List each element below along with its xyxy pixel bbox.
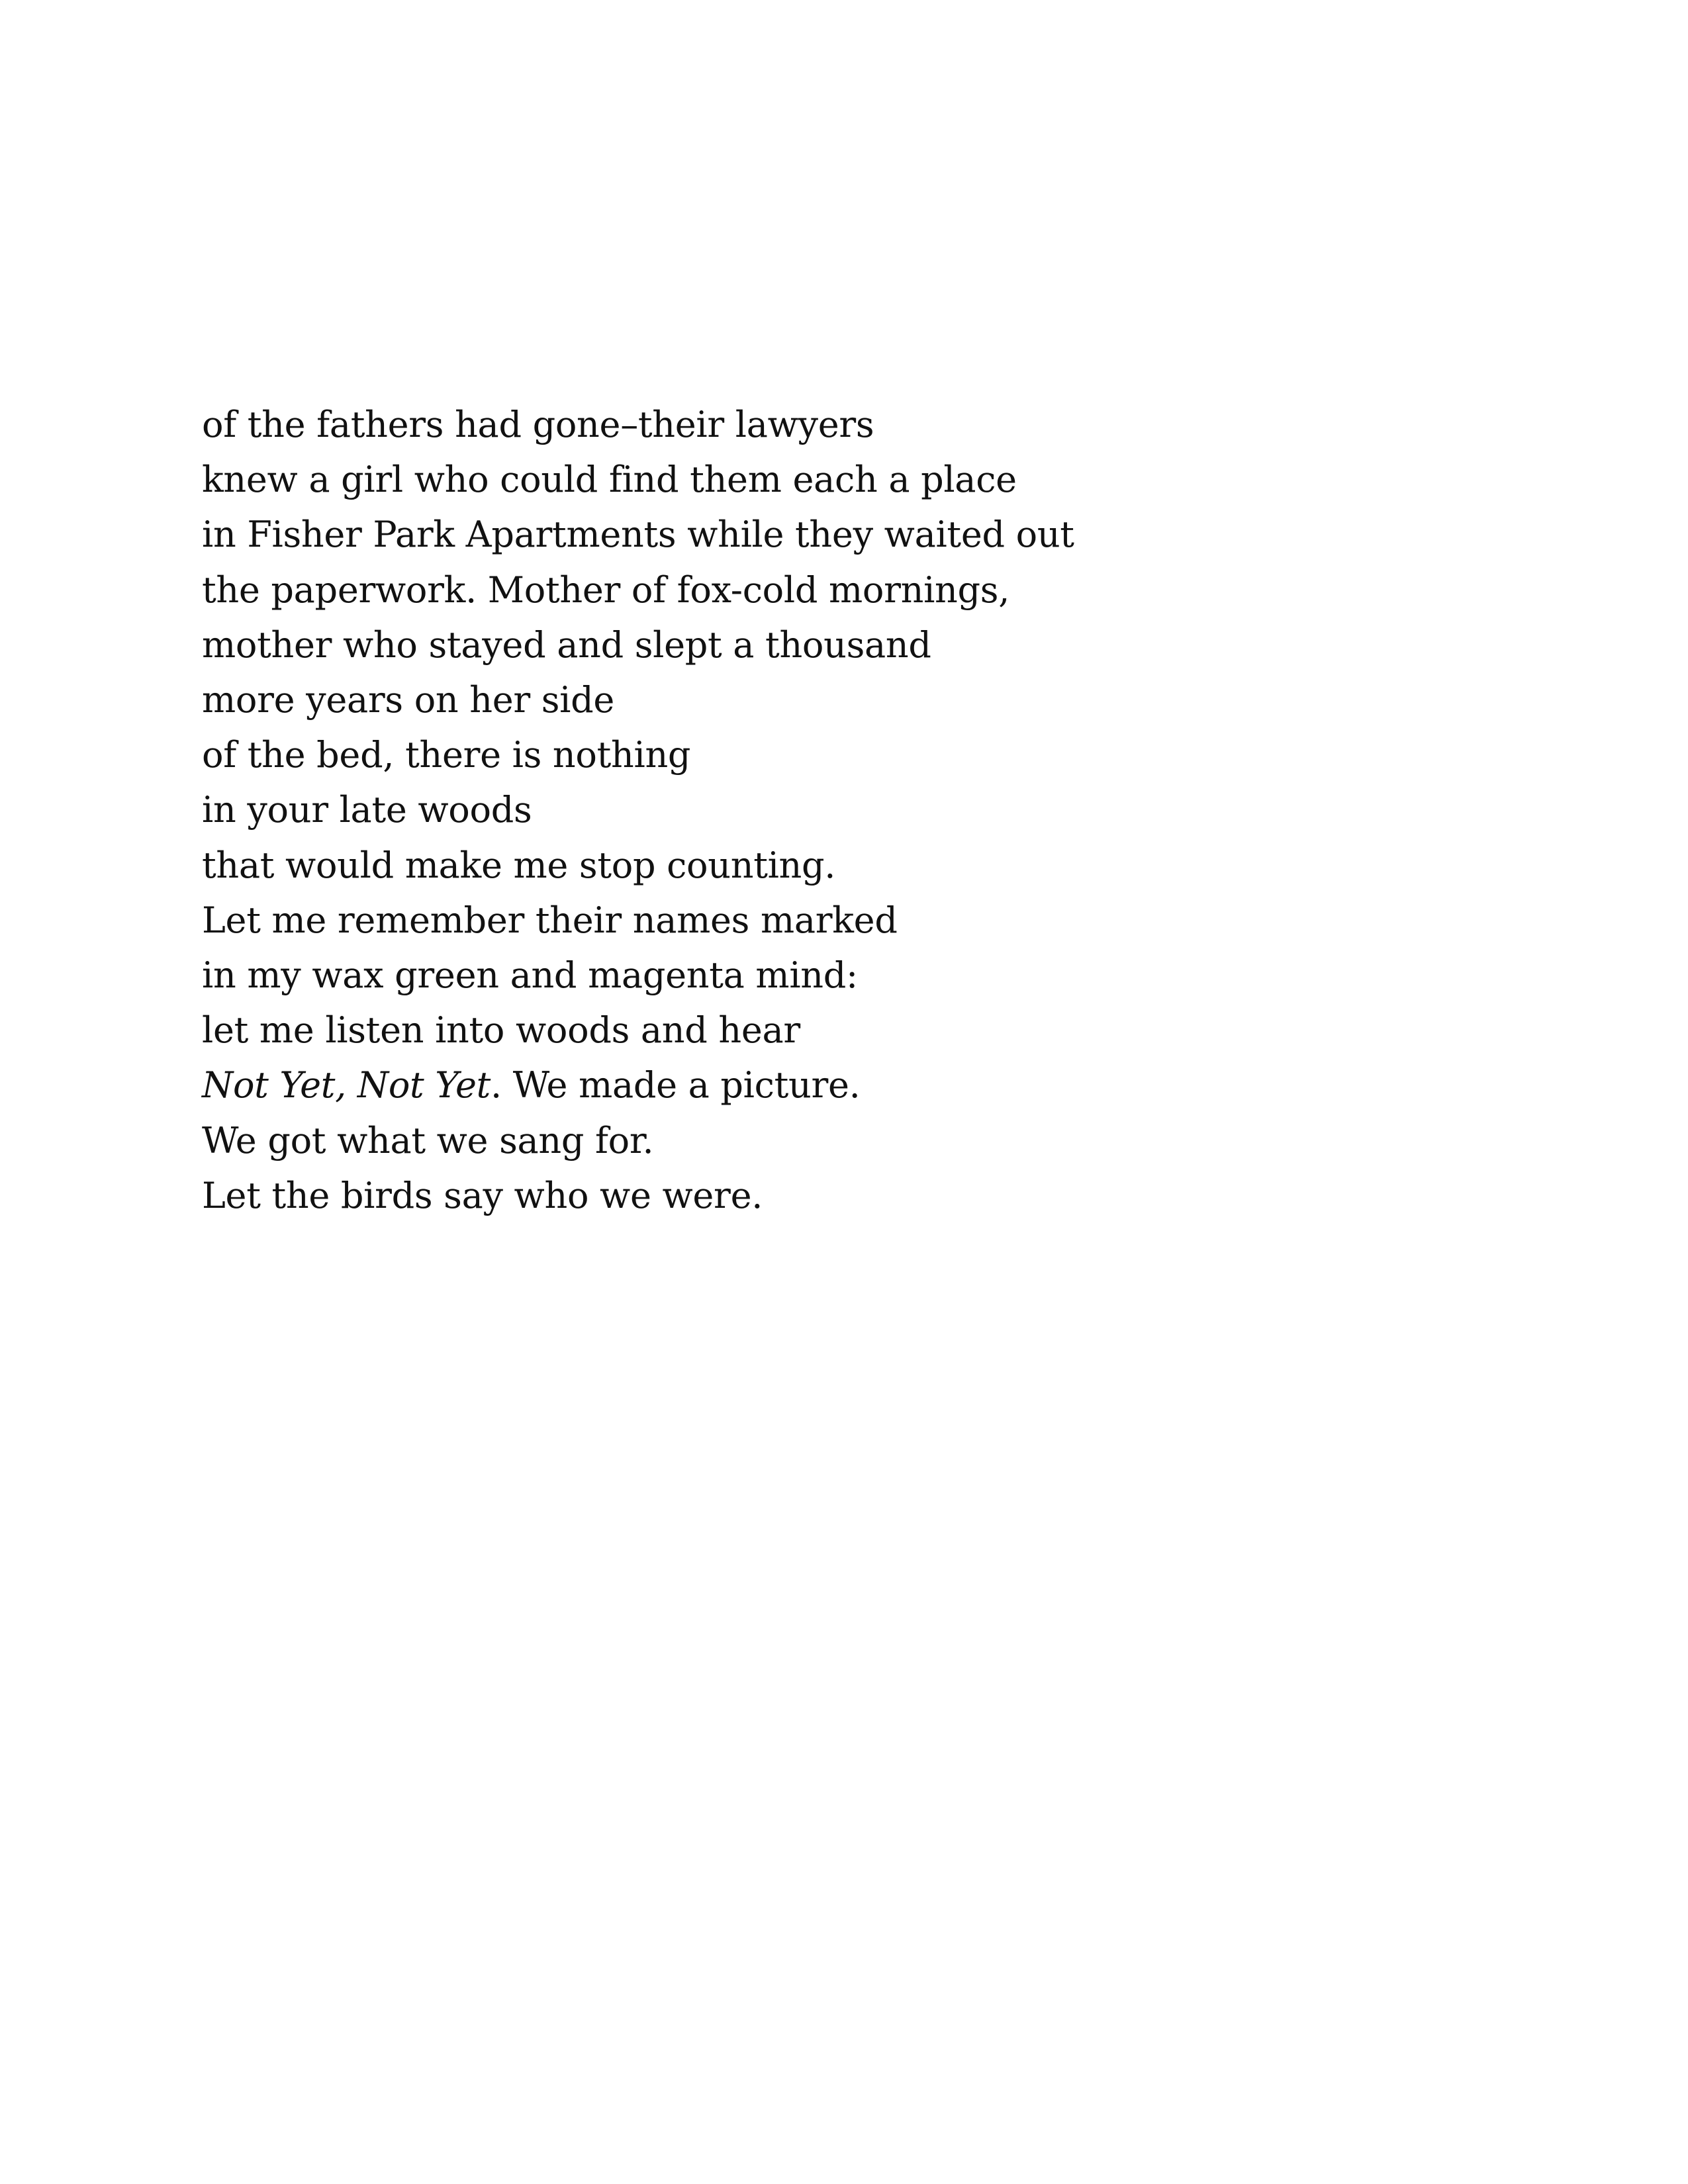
poem-line-1: of the fathers had gone–their lawyers (202, 404, 874, 445)
poem-line-5: mother who stayed and slept a thousand (202, 623, 931, 666)
poem-line-9: that would make me stop counting. (202, 844, 836, 886)
poem-line-4: the paperwork. Mother of fox-cold mornings, (202, 569, 1010, 611)
poem-line-13-rest: . We made a picture. (491, 1064, 861, 1107)
poem-line-12: let me listen into woods and hear (202, 1009, 800, 1052)
poem-line-11: in my wax green and magenta mind: (202, 954, 858, 997)
poem-body (202, 397, 1526, 1223)
poem-line-14: We got what we sang for. (202, 1119, 654, 1161)
poem-line-7: of the bed, there is nothing (202, 734, 691, 776)
poem-line-13 (202, 1058, 1526, 1113)
poem-line-6: more years on her side (202, 679, 615, 721)
poem-line-10: Let me remember their names marked (202, 899, 898, 941)
poem-line-15: Let the birds say who we were. (202, 1174, 763, 1216)
poem-line-2: knew a girl who could find them each a place (202, 459, 1017, 501)
poem-line-13-italic: Not Yet, Not Yet (202, 1064, 491, 1107)
poem-line-8: in your late woods (202, 789, 532, 831)
poem-line-3: in Fisher Park Apartments while they waited out (202, 514, 1074, 556)
